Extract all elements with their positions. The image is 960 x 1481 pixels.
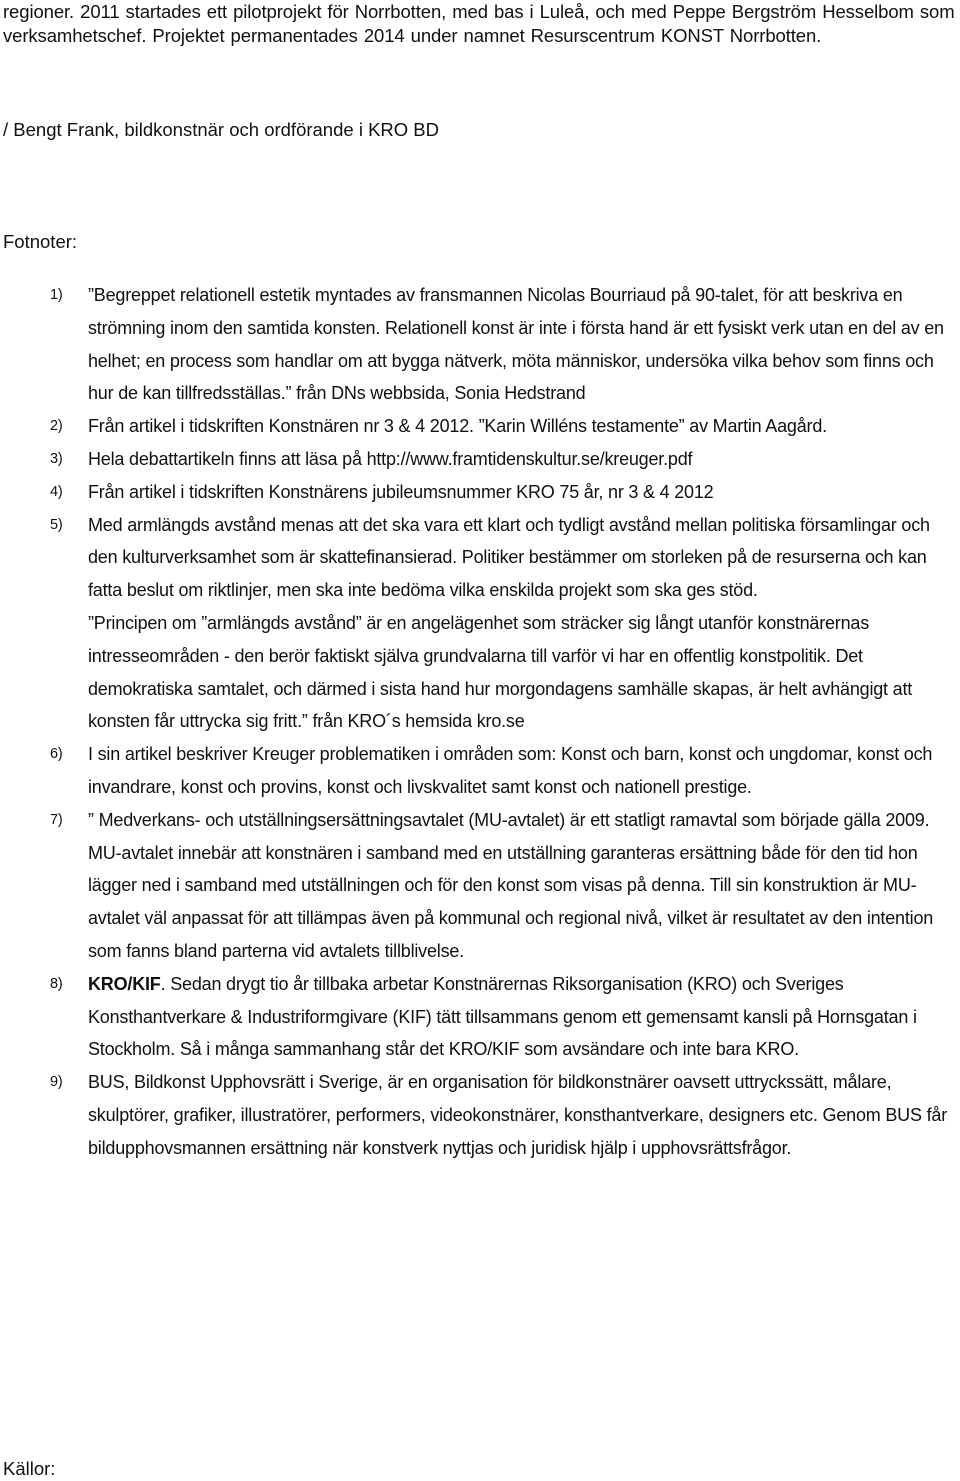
footnote-text-rest: . Sedan drygt tio år tillbaka arbetar Konstnärernas Riksorganisation (KRO) och Sveriges Konsthantverkare & Industriformgivare (KIF) tätt tillsammans genom ett gemensamt kansli på Hornsgatan i Stockholm. Så i många sammanhang står det KRO/KIF som avsändare och inte bara KRO. <box>88 973 917 1060</box>
intro-paragraph: regioner. 2011 startades ett pilotprojekt för Norrbotten, med bas i Luleå, och med Peppe Bergström Hesselbom som verksamhetschef. Projektet permanentades 2014 under namnet Resurscentrum KONST Norrbotten. <box>3 1 955 46</box>
footnote-number: 8) <box>50 975 63 992</box>
footnote-number: 6) <box>50 746 63 763</box>
footnote-number: 9) <box>50 1074 63 1091</box>
footnote-number: 2) <box>50 418 63 435</box>
footnote-list <box>0 279 960 1165</box>
footnote-number: 3) <box>50 450 63 467</box>
author-signature: / Bengt Frank, bildkonstnär och ordförande i KRO BD <box>3 119 439 140</box>
footnote-text: BUS, Bildkonst Upphovsrätt i Sverige, är en organisation för bildkonstnärer oavsett uttryckssätt, målare, skulptörer, grafiker, illustratörer, performers, videokonstnärer, konsthantverkare, designers etc. Genom BUS får bildupphovsmannen ersättning när konstverk nyttjas och juridisk hjälp i upphovsrättsfrågor. <box>88 1072 947 1158</box>
footnote-item <box>0 410 960 443</box>
intro-section <box>3 0 958 48</box>
footnote-text: ” Medverkans- och utställningsersättningsavtalet (MU-avtalet) är ett statligt ramavtal som började gälla 2009. MU-avtalet innebär att konstnären i samband med en utställning garanteras ersättning både för den tid hon lägger ned i samband med utställningen och för den konst som visas på denna. Till sin konstruktion är MU-avtalet väl anpassat för att tillämpas även på kommunal och regional nivå, vilket är resultatet av den intention som fanns bland parterna vid avtalets tillblivelse. <box>88 809 934 961</box>
footnote-item <box>0 968 960 1066</box>
footnote-number: 1) <box>50 287 63 303</box>
footnote-item <box>0 443 960 476</box>
footnote-text: Från artikel i tidskriften Konstnärens jubileumsnummer KRO 75 år, nr 3 & 4 2012 <box>88 481 714 502</box>
footnote-text: I sin artikel beskriver Kreuger problematiken i områden som: Konst och barn, konst och ungdomar, konst och invandrare, konst och provins, konst och livskvalitet samt konst och nationell prestige. <box>88 744 933 797</box>
footnote-text: Hela debattartikeln finns att läsa på http://www.framtidenskultur.se/kreuger.pdf <box>88 448 693 469</box>
sources-heading: Källor: <box>3 1458 56 1479</box>
footnote-text: ”Begreppet relationell estetik myntades av fransmannen Nicolas Bourriaud på 90-talet, för att beskriva en strömning inom den samtida konsten. Relationell konst är inte i första hand är ett fysiskt verk utan en del av en helhet; en process som handlar om att bygga nätverk, möta människor, undersöka vilka behov som finns och hur de kan tillfredsställas.” från DNs webbsida, Sonia Hedstrand <box>88 285 944 404</box>
footnote-number: 7) <box>50 811 63 828</box>
footnote-item <box>0 279 960 410</box>
footnote-number: 4) <box>50 483 63 500</box>
footnote-text: Från artikel i tidskriften Konstnären nr 3 & 4 2012. ”Karin Willéns testamente” av Martin Aagård. <box>88 416 827 437</box>
footnotes-heading: Fotnoter: <box>3 231 78 252</box>
footnote-item <box>0 738 960 804</box>
footnote-number: 5) <box>50 516 63 533</box>
footnote-item <box>0 509 960 739</box>
footnote-text <box>88 968 960 1066</box>
footnote-text: Med armlängds avstånd menas att det ska vara ett klart och tydligt avstånd mellan politiska församlingar och den kulturverksamhet som är skattefinansierad. Politiker bestämmer om storleken på de resurserna och kan fatta beslut om riktlinjer, men ska inte bedöma vilka enskilda projekt som ska ges stöd. <box>88 514 930 601</box>
footnote-item <box>0 476 960 509</box>
footnote-item <box>0 804 960 968</box>
footnote-bold-term: KRO/KIF <box>88 973 161 994</box>
footnote-item <box>0 1066 960 1164</box>
footnote-quote: ”Principen om ”armlängds avstånd” är en angelägenhet som sträcker sig långt utanför konstnärernas intresseområden - den berör faktiskt själva grundvalarna till varför vi har en offentlig konstpolitik. Det demokratiska samtalet, och därmed i sista hand hur morgondagens samhälle skapas, är helt avhängigt att konsten får uttrycka sig fritt.” från KRO´s hemsida kro.se <box>88 612 913 732</box>
